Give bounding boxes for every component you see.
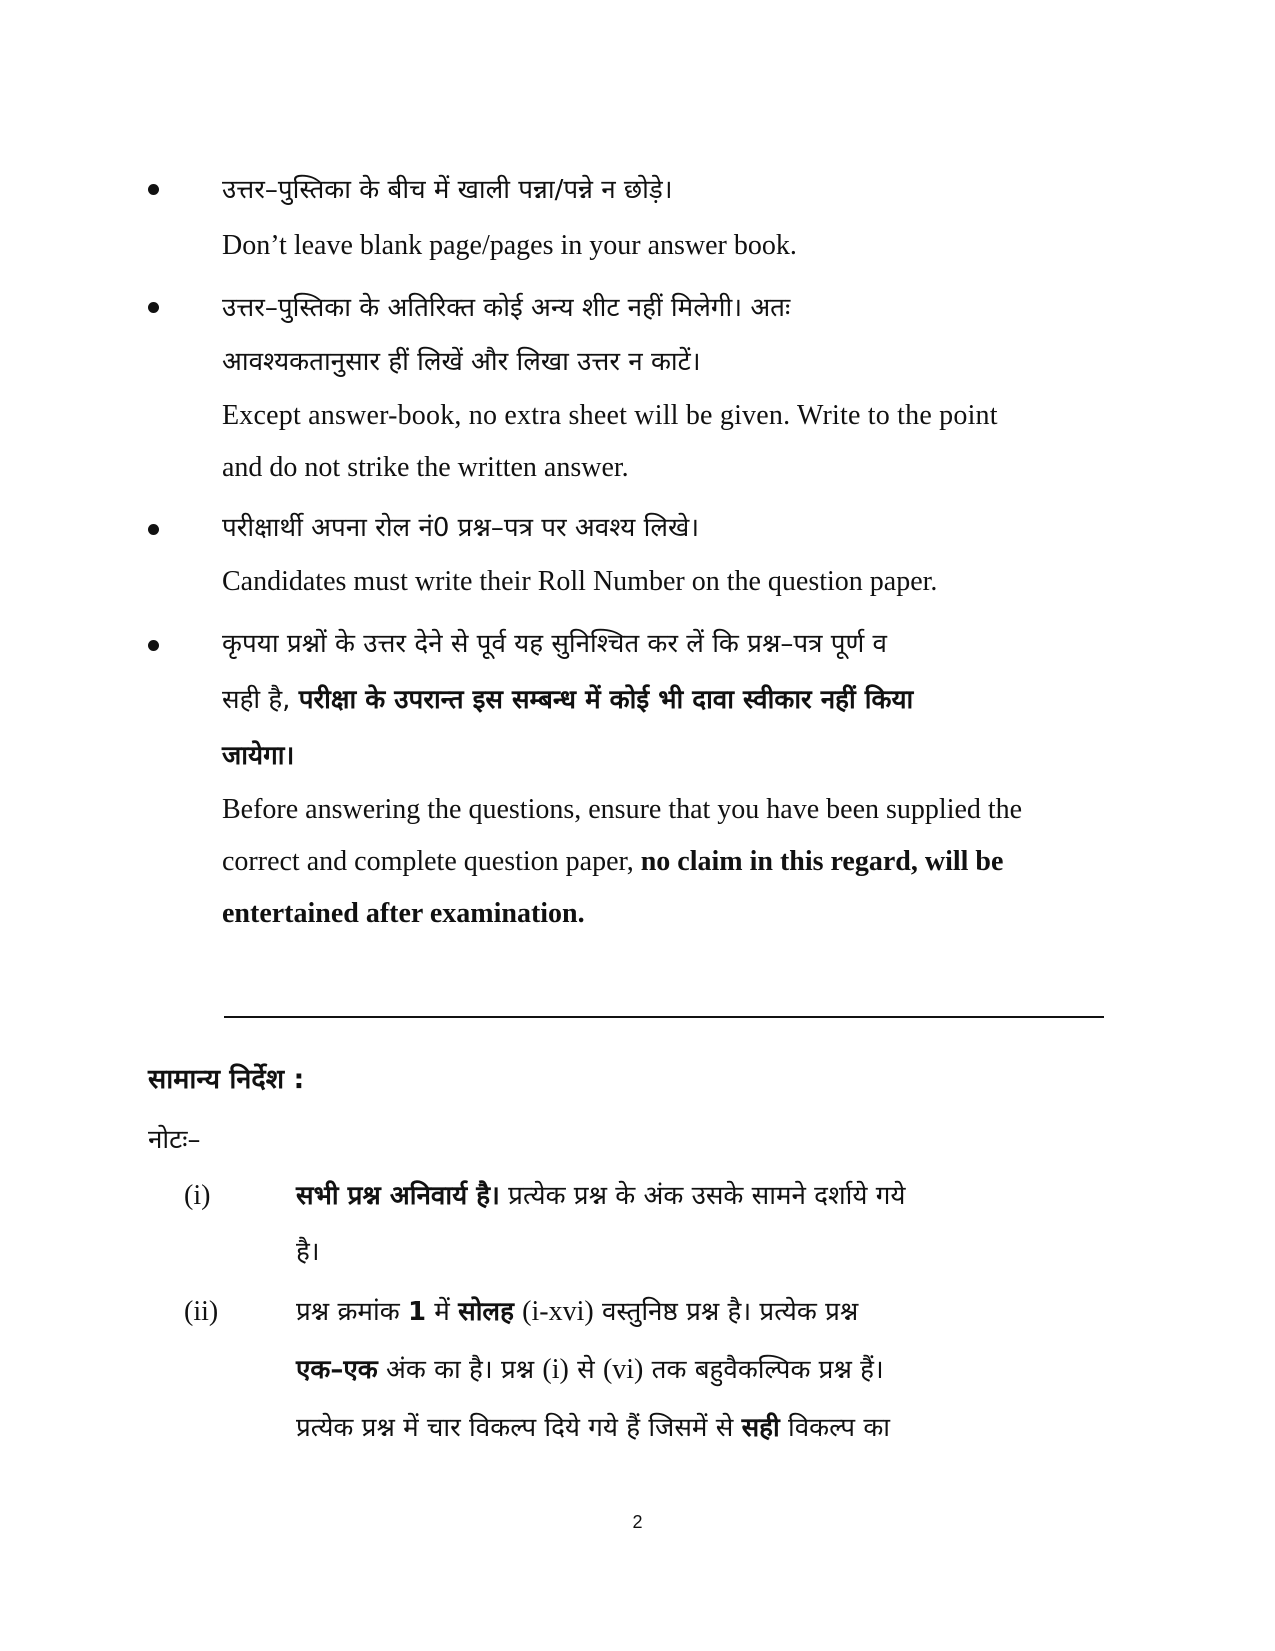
item-2-number: (ii) — [184, 1296, 219, 1327]
bullet-4-hindi-line-3-bold: जायेगा। — [222, 741, 295, 771]
bullet-4-english-line-2-bold: no claim in this regard, will be — [640, 846, 1004, 877]
item-1-line-2: है। — [296, 1237, 320, 1267]
bullet-3-english-line-1: Candidates must write their Roll Number on the question paper. — [222, 566, 938, 597]
item-2-line-2-part-e: (vi) — [602, 1354, 644, 1385]
bullet-4-hindi-line-2-normal: सही है, — [222, 685, 291, 715]
bullet-4-hindi-line-1: कृपया प्रश्नों के उत्तर देने से पूर्व यह सुनिश्चित कर लें कि प्रश्न–पत्र पूर्ण व — [222, 629, 888, 659]
page-number: 2 — [632, 1512, 643, 1532]
item-2-line-1-part-b: 1 — [407, 1297, 427, 1327]
bullet-icon — [148, 640, 159, 651]
note-label: नोटः– — [148, 1125, 201, 1155]
bullet-1-english-line-1: Don’t leave blank page/pages in your answer book. — [222, 230, 797, 261]
bullet-2-hindi-line-1-text: उत्तर–पुस्तिका के अतिरिक्त कोई अन्य शीट नहीं मिलेगी। अतः — [222, 293, 791, 323]
item-2-line-3-part-c: विकल्प का — [787, 1413, 891, 1443]
item-2-line-2-part-c: (i) — [542, 1354, 569, 1385]
item-2-line-2 — [296, 1350, 1115, 1390]
item-2-line-1-part-c: में — [434, 1297, 450, 1327]
item-2-line-1-part-e: (i-xvi) — [522, 1296, 594, 1327]
bullet-4-hindi-line-2 — [222, 680, 1115, 720]
bullet-2-hindi-line-1 — [222, 288, 1115, 328]
bullet-4-english-line-1: Before answering the questions, ensure that you have been supplied the — [222, 794, 1023, 825]
bullet-2-english-line-2: and do not strike the written answer. — [222, 452, 629, 483]
general-instructions-heading: सामान्य निर्देश : — [148, 1064, 305, 1095]
item-2-line-3 — [296, 1408, 1115, 1448]
item-1-line-1 — [296, 1176, 1115, 1216]
bullet-2-english-line-1: Except answer-book, no extra sheet will be given. Write to the point — [222, 400, 998, 431]
section-divider — [224, 1016, 1104, 1018]
bullet-4-english-line-2-normal: correct and complete question paper, — [222, 846, 634, 877]
item-2-line-1 — [296, 1292, 1115, 1332]
bullet-3-hindi-line-1: परीक्षार्थी अपना रोल नं0 प्रश्न–पत्र पर अवश्य लिखे। — [222, 513, 700, 543]
bullet-icon — [148, 184, 159, 195]
item-2-line-2-part-f: तक बहुवैकल्पिक प्रश्न हैं। — [651, 1355, 884, 1385]
item-1-line-1-bold: सभी प्रश्न अनिवार्य है। — [296, 1181, 500, 1211]
bullet-2-hindi-line-2: आवश्यकतानुसार हीं लिखें और लिखा उत्तर न काटें। — [222, 347, 701, 377]
item-2-line-1-part-a: प्रश्न क्रमांक — [296, 1297, 400, 1327]
bullet-4-hindi-line-2-bold: परीक्षा के उपरान्त इस सम्बन्ध में कोई भी दावा स्वीकार नहीं किया — [298, 685, 914, 715]
item-1-line-1-normal: प्रत्येक प्रश्न के अंक उसके सामने दर्शाये गये — [508, 1181, 906, 1211]
bullet-icon — [148, 524, 159, 535]
bullet-4-english-line-3-bold: entertained after examination. — [222, 898, 585, 929]
item-1-number: (i) — [184, 1180, 211, 1211]
item-2-line-2-part-b: अंक का है। प्रश्न — [385, 1355, 535, 1385]
item-2-line-1-part-f: वस्तुनिष्ठ प्रश्न है। प्रत्येक प्रश्न — [601, 1297, 859, 1327]
item-2-line-3-part-b: सही — [741, 1413, 780, 1443]
item-2-line-1-part-d: सोलह — [458, 1297, 514, 1327]
item-2-line-2-part-d: से — [577, 1355, 595, 1385]
bullet-4-english-line-2 — [222, 842, 1115, 882]
item-2-line-2-part-a: एक–एक — [296, 1355, 378, 1385]
bullet-icon — [148, 302, 159, 313]
bullet-1-hindi-line-1: उत्तर–पुस्तिका के बीच में खाली पन्ना/पन्ने न छोड़े। — [222, 175, 673, 205]
item-2-line-3-part-a: प्रत्येक प्रश्न में चार विकल्प दिये गये हैं जिसमें से — [296, 1413, 734, 1443]
